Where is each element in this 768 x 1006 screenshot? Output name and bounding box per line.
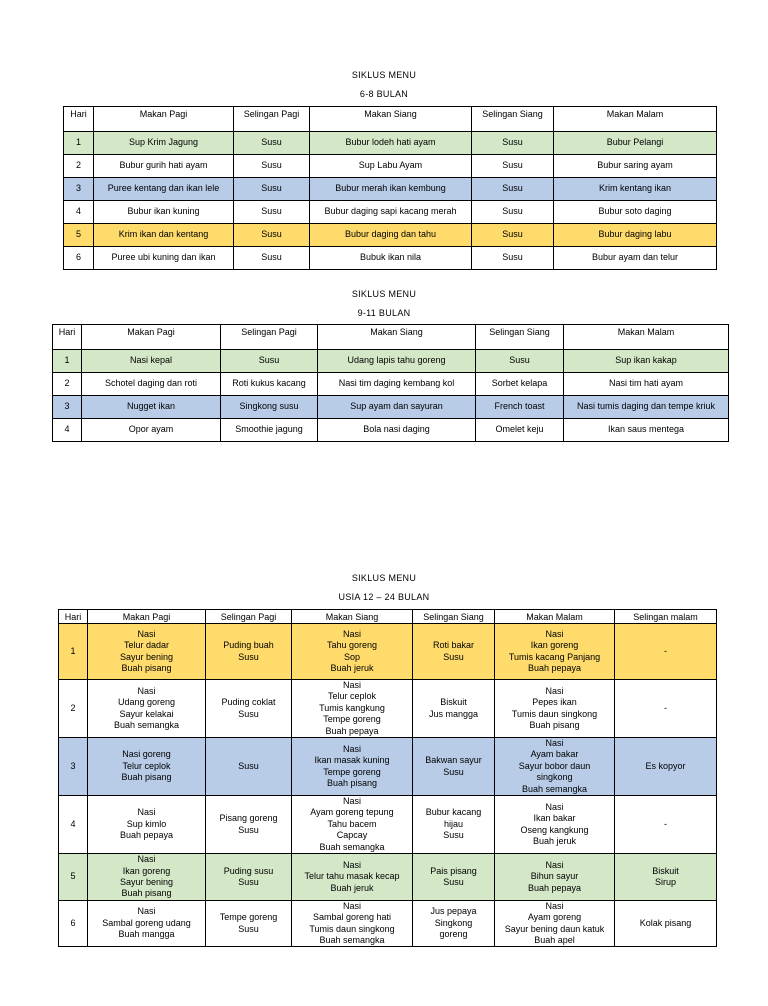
menu-cell: Bubur daging labu <box>554 224 717 247</box>
menu-cell: Roti kukus kacang <box>221 373 318 396</box>
menu-cell: Susu <box>234 224 310 247</box>
menu-cell: Susu <box>206 738 292 796</box>
day-cell: 4 <box>59 796 88 854</box>
menu-cell: Bubuk ikan nila <box>310 247 472 270</box>
menu-cell: Krim ikan dan kentang <box>94 224 234 247</box>
column-header: Hari <box>59 610 88 624</box>
menu-cell: Bubur saring ayam <box>554 155 717 178</box>
menu-table-6-8-bulan <box>63 106 717 270</box>
menu-cell: Bubur daging dan tahu <box>310 224 472 247</box>
menu-cell: Smoothie jagung <box>221 419 318 442</box>
column-header: Makan Siang <box>318 325 476 350</box>
menu-cell: Pisang goreng Susu <box>206 796 292 854</box>
menu-cell: Puree ubi kuning dan ikan <box>94 247 234 270</box>
menu-cell: Nugget ikan <box>82 396 221 419</box>
day-cell: 4 <box>53 419 82 442</box>
menu-cell: Puding coklat Susu <box>206 680 292 738</box>
column-header: Hari <box>53 325 82 350</box>
table-row <box>64 178 717 201</box>
table-row <box>64 224 717 247</box>
table-row <box>53 419 729 442</box>
day-cell: 2 <box>53 373 82 396</box>
menu-cell: Bubur soto daging <box>554 201 717 224</box>
menu-cell: Nasi Ayam goreng tepung Tahu bacem Capcay Buah semangka <box>292 796 413 854</box>
menu-cell: Susu <box>472 247 554 270</box>
table1-title: SIKLUS MENU <box>351 70 417 80</box>
menu-cell: Nasi tim daging kembang kol <box>318 373 476 396</box>
menu-cell: Sup ayam dan sayuran <box>318 396 476 419</box>
menu-cell: Nasi tim hati ayam <box>564 373 729 396</box>
menu-cell: Susu <box>472 132 554 155</box>
column-header: Makan Pagi <box>82 325 221 350</box>
column-header: Selingan malam <box>615 610 717 624</box>
table-row <box>64 132 717 155</box>
column-header: Selingan Siang <box>476 325 564 350</box>
table-row <box>64 201 717 224</box>
table-body <box>59 624 717 947</box>
day-cell: 1 <box>53 350 82 373</box>
table-header <box>64 107 717 132</box>
menu-cell: Bubur ikan kuning <box>94 201 234 224</box>
menu-cell: Nasi Sup kimlo Buah pepaya <box>88 796 206 854</box>
menu-cell: Susu <box>472 178 554 201</box>
menu-cell: Nasi Telur tahu masak kecap Buah jeruk <box>292 854 413 901</box>
menu-cell: Susu <box>234 132 310 155</box>
menu-cell: - <box>615 624 717 680</box>
menu-cell: Schotel daging dan roti <box>82 373 221 396</box>
table-row <box>59 796 717 854</box>
menu-cell: Nasi Tahu goreng Sop Buah jeruk <box>292 624 413 680</box>
table-header <box>59 610 717 624</box>
column-header: Selingan Pagi <box>206 610 292 624</box>
column-header: Makan Pagi <box>88 610 206 624</box>
table3-subtitle: USIA 12 – 24 BULAN <box>338 592 430 602</box>
menu-cell: Puding buah Susu <box>206 624 292 680</box>
column-header: Makan Malam <box>564 325 729 350</box>
menu-cell: Sup Labu Ayam <box>310 155 472 178</box>
day-cell: 1 <box>59 624 88 680</box>
table-row <box>64 155 717 178</box>
menu-cell: Bubur merah ikan kembung <box>310 178 472 201</box>
table-row <box>59 900 717 947</box>
menu-cell: Nasi Ayam goreng Sayur bening daun katuk Buah apel <box>495 900 615 947</box>
menu-cell: Susu <box>234 178 310 201</box>
day-cell: 5 <box>59 854 88 901</box>
table-row <box>53 373 729 396</box>
table-row <box>53 396 729 419</box>
column-header: Hari <box>64 107 94 132</box>
menu-cell: Nasi Pepes ikan Tumis daun singkong Buah pisang <box>495 680 615 738</box>
menu-cell: Ikan saus mentega <box>564 419 729 442</box>
column-header: Makan Siang <box>292 610 413 624</box>
menu-cell: Nasi Telur dadar Sayur bening Buah pisang <box>88 624 206 680</box>
menu-cell: Nasi tumis daging dan tempe kriuk <box>564 396 729 419</box>
table2-subtitle: 9-11 BULAN <box>357 308 411 318</box>
column-header: Selingan Siang <box>413 610 495 624</box>
menu-cell: Puree kentang dan ikan lele <box>94 178 234 201</box>
table1-subtitle: 6-8 BULAN <box>359 89 409 99</box>
menu-cell: Bakwan sayur Susu <box>413 738 495 796</box>
menu-cell: Nasi Sambal goreng hati Tumis daun singkong Buah semangka <box>292 900 413 947</box>
menu-cell: Bubur daging sapi kacang merah <box>310 201 472 224</box>
menu-cell: Jus pepaya Singkong goreng <box>413 900 495 947</box>
table3-title: SIKLUS MENU <box>351 573 417 583</box>
table-row <box>53 350 729 373</box>
menu-cell: French toast <box>476 396 564 419</box>
column-header: Selingan Pagi <box>234 107 310 132</box>
table-row <box>59 738 717 796</box>
menu-cell: Bola nasi daging <box>318 419 476 442</box>
menu-cell: Nasi Ikan goreng Sayur bening Buah pisang <box>88 854 206 901</box>
menu-cell: Biskuit Jus mangga <box>413 680 495 738</box>
day-cell: 4 <box>64 201 94 224</box>
menu-cell: Sup Krim Jagung <box>94 132 234 155</box>
menu-cell: Bubur lodeh hati ayam <box>310 132 472 155</box>
menu-cell: Bubur kacang hijau Susu <box>413 796 495 854</box>
menu-cell: Susu <box>476 350 564 373</box>
menu-cell: Nasi Ikan masak kuning Tempe goreng Buah pisang <box>292 738 413 796</box>
menu-cell: Nasi Ikan goreng Tumis kacang Panjang Buah pepaya <box>495 624 615 680</box>
header-row <box>59 610 717 624</box>
menu-cell: Susu <box>472 201 554 224</box>
menu-cell: Bubur Pelangi <box>554 132 717 155</box>
menu-cell: Nasi Sambal goreng udang Buah mangga <box>88 900 206 947</box>
menu-cell: Pais pisang Susu <box>413 854 495 901</box>
menu-cell: Nasi Ayam bakar Sayur bobor daun singkong Buah semangka <box>495 738 615 796</box>
menu-cell: Susu <box>234 247 310 270</box>
table-row <box>59 624 717 680</box>
day-cell: 2 <box>59 680 88 738</box>
table-body <box>53 350 729 442</box>
menu-cell: Susu <box>472 155 554 178</box>
menu-cell: Es kopyor <box>615 738 717 796</box>
menu-cell: Omelet keju <box>476 419 564 442</box>
menu-cell: Singkong susu <box>221 396 318 419</box>
menu-cell: Nasi Ikan bakar Oseng kangkung Buah jeruk <box>495 796 615 854</box>
menu-cell: Opor ayam <box>82 419 221 442</box>
menu-cell: Udang lapis tahu goreng <box>318 350 476 373</box>
menu-cell: Bubur gurih hati ayam <box>94 155 234 178</box>
menu-cell: Susu <box>221 350 318 373</box>
menu-cell: Puding susu Susu <box>206 854 292 901</box>
menu-cell: Biskuit Sirup <box>615 854 717 901</box>
menu-cell: Nasi kepal <box>82 350 221 373</box>
table-row <box>64 247 717 270</box>
menu-cell: Sorbet kelapa <box>476 373 564 396</box>
menu-cell: - <box>615 680 717 738</box>
column-header: Selingan Siang <box>472 107 554 132</box>
menu-cell: Susu <box>472 224 554 247</box>
day-cell: 5 <box>64 224 94 247</box>
header-row <box>53 325 729 350</box>
table-body <box>64 132 717 270</box>
menu-cell: Nasi Telur ceplok Tumis kangkung Tempe goreng Buah pepaya <box>292 680 413 738</box>
menu-cell: Roti bakar Susu <box>413 624 495 680</box>
column-header: Makan Siang <box>310 107 472 132</box>
column-header: Makan Malam <box>554 107 717 132</box>
header-row <box>64 107 717 132</box>
menu-cell: Susu <box>234 201 310 224</box>
table2-title: SIKLUS MENU <box>351 289 417 299</box>
column-header: Selingan Pagi <box>221 325 318 350</box>
day-cell: 3 <box>64 178 94 201</box>
menu-cell: Kolak pisang <box>615 900 717 947</box>
menu-table-9-11-bulan <box>52 324 729 442</box>
day-cell: 1 <box>64 132 94 155</box>
menu-cell: Krim kentang ikan <box>554 178 717 201</box>
table-header <box>53 325 729 350</box>
menu-cell: Sup ikan kakap <box>564 350 729 373</box>
table-row <box>59 680 717 738</box>
day-cell: 3 <box>53 396 82 419</box>
menu-cell: - <box>615 796 717 854</box>
menu-cell: Tempe goreng Susu <box>206 900 292 947</box>
menu-cell: Bubur ayam dan telur <box>554 247 717 270</box>
menu-cell: Nasi Bihun sayur Buah pepaya <box>495 854 615 901</box>
column-header: Makan Malam <box>495 610 615 624</box>
column-header: Makan Pagi <box>94 107 234 132</box>
menu-table-12-24-bulan <box>58 609 717 947</box>
day-cell: 6 <box>59 900 88 947</box>
menu-cell: Nasi goreng Telur ceplok Buah pisang <box>88 738 206 796</box>
day-cell: 2 <box>64 155 94 178</box>
menu-cell: Nasi Udang goreng Sayur kelakai Buah semangka <box>88 680 206 738</box>
day-cell: 6 <box>64 247 94 270</box>
menu-cell: Susu <box>234 155 310 178</box>
table-row <box>59 854 717 901</box>
day-cell: 3 <box>59 738 88 796</box>
